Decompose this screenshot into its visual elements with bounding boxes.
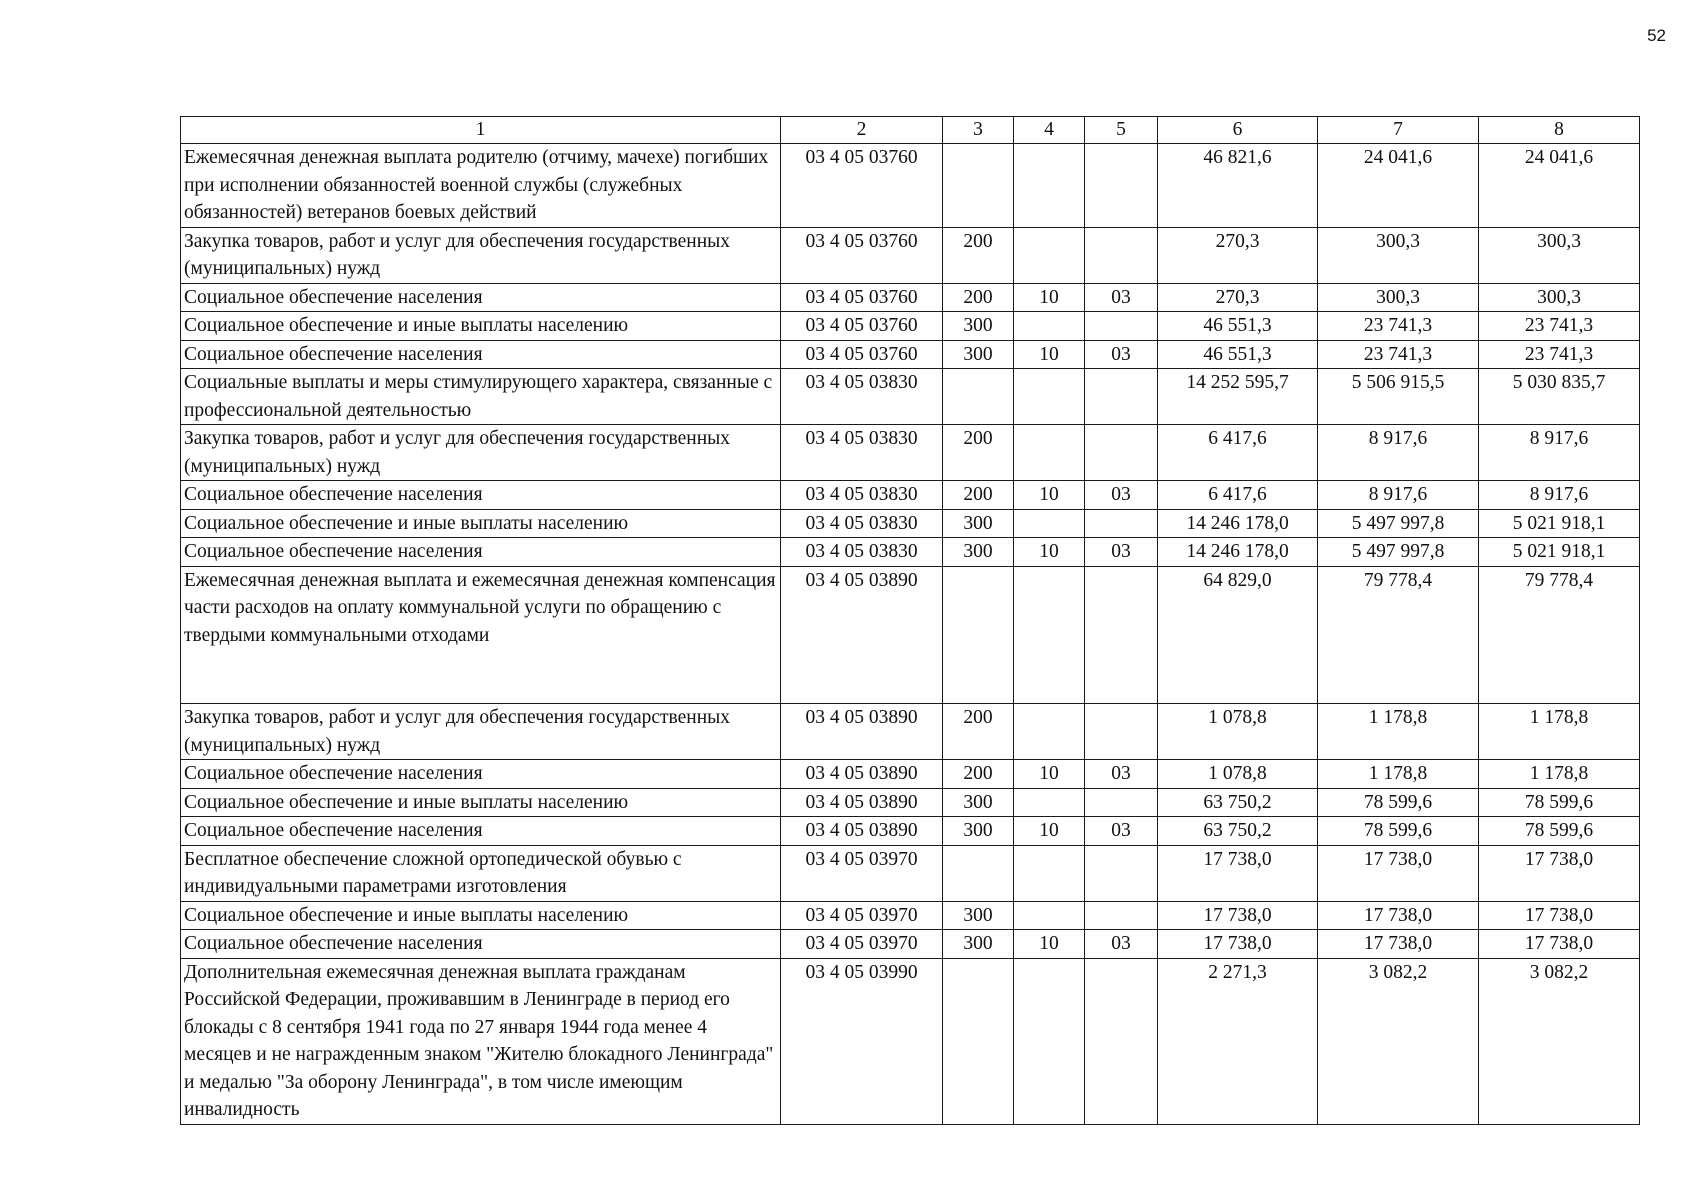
amount-col6-cell: 63 750,2 — [1158, 788, 1318, 817]
amount-col7-cell: 79 778,4 — [1318, 566, 1479, 704]
table-row — [181, 312, 1640, 341]
amount-col8-cell: 79 778,4 — [1479, 566, 1640, 704]
amount-col6-cell: 64 829,0 — [1158, 566, 1318, 704]
subsection-cell — [1085, 227, 1158, 283]
table-body — [181, 117, 1640, 1125]
expense-name-cell: Дополнительная ежемесячная денежная выплата гражданам Российской Федерации, проживавшим в Ленинграде в период его блокады с 8 сентября 1941 года по 27 января 1944 года менее 4 месяцев и не награжденным знаком "Жителю блокадного Ленинграда" и медалью "За оборону Ленинграда", в том числе имеющим инвалидность — [181, 958, 781, 1124]
expense-type-cell: 300 — [943, 930, 1014, 959]
amount-col6-cell: 46 821,6 — [1158, 144, 1318, 228]
target-code-cell: 03 4 05 03970 — [781, 930, 943, 959]
expense-name-cell: Ежемесячная денежная выплата и ежемесячная денежная компенсация части расходов на оплату коммунальной услуги по обращению с твердыми коммунальными отходами — [181, 566, 781, 704]
subsection-cell — [1085, 509, 1158, 538]
amount-col8-cell: 5 021 918,1 — [1479, 538, 1640, 567]
subsection-cell — [1085, 312, 1158, 341]
amount-col6-cell: 6 417,6 — [1158, 481, 1318, 510]
expense-name-cell: Социальное обеспечение и иные выплаты населению — [181, 901, 781, 930]
subsection-cell — [1085, 958, 1158, 1124]
target-code-cell: 03 4 05 03830 — [781, 538, 943, 567]
table-row — [181, 566, 1640, 704]
target-code-cell: 03 4 05 03890 — [781, 817, 943, 846]
target-code-cell: 03 4 05 03890 — [781, 704, 943, 760]
amount-col7-cell: 300,3 — [1318, 227, 1479, 283]
expense-name-cell: Социальное обеспечение населения — [181, 930, 781, 959]
section-cell: 10 — [1014, 817, 1085, 846]
subsection-cell — [1085, 845, 1158, 901]
table-row — [181, 340, 1640, 369]
target-code-cell: 03 4 05 03890 — [781, 788, 943, 817]
amount-col6-cell: 270,3 — [1158, 227, 1318, 283]
amount-col8-cell: 5 030 835,7 — [1479, 369, 1640, 425]
expense-name-cell: Ежемесячная денежная выплата родителю (отчиму, мачехе) погибших при исполнении обязанностей военной службы (служебных обязанностей) ветеранов боевых действий — [181, 144, 781, 228]
amount-col6-cell: 2 271,3 — [1158, 958, 1318, 1124]
table-header-row — [181, 117, 1640, 144]
amount-col8-cell: 1 178,8 — [1479, 760, 1640, 789]
expense-type-cell: 200 — [943, 481, 1014, 510]
target-code-cell: 03 4 05 03760 — [781, 144, 943, 228]
table-row — [181, 760, 1640, 789]
section-cell: 10 — [1014, 340, 1085, 369]
section-cell — [1014, 845, 1085, 901]
table-row — [181, 704, 1640, 760]
expense-name-cell: Социальное обеспечение населения — [181, 340, 781, 369]
amount-col8-cell: 5 021 918,1 — [1479, 509, 1640, 538]
expense-type-cell: 300 — [943, 509, 1014, 538]
expense-type-cell: 300 — [943, 901, 1014, 930]
subsection-cell — [1085, 369, 1158, 425]
target-code-cell: 03 4 05 03830 — [781, 509, 943, 538]
section-cell — [1014, 369, 1085, 425]
expense-type-cell: 200 — [943, 760, 1014, 789]
section-cell: 10 — [1014, 283, 1085, 312]
table-row — [181, 817, 1640, 846]
subsection-cell: 03 — [1085, 481, 1158, 510]
amount-col6-cell: 46 551,3 — [1158, 340, 1318, 369]
amount-col8-cell: 23 741,3 — [1479, 312, 1640, 341]
table-row — [181, 788, 1640, 817]
subsection-cell — [1085, 144, 1158, 228]
target-code-cell: 03 4 05 03970 — [781, 845, 943, 901]
section-cell — [1014, 788, 1085, 817]
subsection-cell — [1085, 425, 1158, 481]
amount-col7-cell: 8 917,6 — [1318, 425, 1479, 481]
budget-table — [180, 116, 1640, 1125]
amount-col7-cell: 3 082,2 — [1318, 958, 1479, 1124]
amount-col6-cell: 17 738,0 — [1158, 901, 1318, 930]
target-code-cell: 03 4 05 03830 — [781, 481, 943, 510]
expense-type-cell: 200 — [943, 283, 1014, 312]
subsection-cell: 03 — [1085, 817, 1158, 846]
amount-col6-cell: 14 246 178,0 — [1158, 509, 1318, 538]
amount-col8-cell: 78 599,6 — [1479, 788, 1640, 817]
amount-col8-cell: 300,3 — [1479, 283, 1640, 312]
expense-name-cell: Социальные выплаты и меры стимулирующего характера, связанные с профессиональной деятельностью — [181, 369, 781, 425]
target-code-cell: 03 4 05 03760 — [781, 312, 943, 341]
table-row — [181, 958, 1640, 1124]
amount-col7-cell: 5 497 997,8 — [1318, 538, 1479, 567]
table-row — [181, 901, 1640, 930]
amount-col8-cell: 8 917,6 — [1479, 425, 1640, 481]
page-number: 52 — [1647, 26, 1666, 45]
expense-name-cell: Закупка товаров, работ и услуг для обеспечения государственных (муниципальных) нужд — [181, 227, 781, 283]
amount-col8-cell: 3 082,2 — [1479, 958, 1640, 1124]
expense-name-cell: Социальное обеспечение населения — [181, 538, 781, 567]
amount-col6-cell: 6 417,6 — [1158, 425, 1318, 481]
section-cell: 10 — [1014, 538, 1085, 567]
expense-name-cell: Социальное обеспечение и иные выплаты населению — [181, 509, 781, 538]
section-cell — [1014, 566, 1085, 704]
amount-col8-cell: 23 741,3 — [1479, 340, 1640, 369]
subsection-cell — [1085, 704, 1158, 760]
amount-col7-cell: 300,3 — [1318, 283, 1479, 312]
amount-col6-cell: 63 750,2 — [1158, 817, 1318, 846]
amount-col7-cell: 1 178,8 — [1318, 760, 1479, 789]
section-cell — [1014, 958, 1085, 1124]
amount-col6-cell: 270,3 — [1158, 283, 1318, 312]
subsection-cell: 03 — [1085, 340, 1158, 369]
target-code-cell: 03 4 05 03830 — [781, 425, 943, 481]
expense-name-cell: Закупка товаров, работ и услуг для обеспечения государственных (муниципальных) нужд — [181, 425, 781, 481]
target-code-cell: 03 4 05 03760 — [781, 227, 943, 283]
expense-type-cell: 300 — [943, 788, 1014, 817]
amount-col8-cell: 24 041,6 — [1479, 144, 1640, 228]
subsection-cell: 03 — [1085, 283, 1158, 312]
expense-type-cell: 300 — [943, 340, 1014, 369]
amount-col6-cell: 14 252 595,7 — [1158, 369, 1318, 425]
expense-type-cell: 200 — [943, 704, 1014, 760]
amount-col6-cell: 46 551,3 — [1158, 312, 1318, 341]
table-row — [181, 538, 1640, 567]
header-cell-8: 8 — [1479, 117, 1640, 144]
section-cell — [1014, 312, 1085, 341]
section-cell: 10 — [1014, 481, 1085, 510]
target-code-cell: 03 4 05 03990 — [781, 958, 943, 1124]
amount-col7-cell: 17 738,0 — [1318, 845, 1479, 901]
expense-name-cell: Бесплатное обеспечение сложной ортопедической обувью с индивидуальными параметрами изготовления — [181, 845, 781, 901]
amount-col8-cell: 17 738,0 — [1479, 930, 1640, 959]
amount-col8-cell: 300,3 — [1479, 227, 1640, 283]
table-row — [181, 425, 1640, 481]
amount-col7-cell: 23 741,3 — [1318, 340, 1479, 369]
header-cell-6: 6 — [1158, 117, 1318, 144]
subsection-cell — [1085, 901, 1158, 930]
amount-col6-cell: 14 246 178,0 — [1158, 538, 1318, 567]
subsection-cell — [1085, 566, 1158, 704]
header-cell-3: 3 — [943, 117, 1014, 144]
amount-col8-cell: 17 738,0 — [1479, 845, 1640, 901]
amount-col7-cell: 23 741,3 — [1318, 312, 1479, 341]
amount-col6-cell: 17 738,0 — [1158, 930, 1318, 959]
expense-type-cell: 300 — [943, 538, 1014, 567]
subsection-cell: 03 — [1085, 538, 1158, 567]
section-cell — [1014, 227, 1085, 283]
target-code-cell: 03 4 05 03830 — [781, 369, 943, 425]
amount-col8-cell: 17 738,0 — [1479, 901, 1640, 930]
table-row — [181, 283, 1640, 312]
expense-type-cell: 200 — [943, 227, 1014, 283]
section-cell — [1014, 704, 1085, 760]
expense-type-cell — [943, 958, 1014, 1124]
section-cell — [1014, 509, 1085, 538]
amount-col7-cell: 78 599,6 — [1318, 788, 1479, 817]
expense-name-cell: Закупка товаров, работ и услуг для обеспечения государственных (муниципальных) нужд — [181, 704, 781, 760]
header-cell-7: 7 — [1318, 117, 1479, 144]
expense-name-cell: Социальное обеспечение населения — [181, 817, 781, 846]
amount-col7-cell: 8 917,6 — [1318, 481, 1479, 510]
amount-col8-cell: 78 599,6 — [1479, 817, 1640, 846]
table-row — [181, 227, 1640, 283]
expense-name-cell: Социальное обеспечение и иные выплаты населению — [181, 312, 781, 341]
target-code-cell: 03 4 05 03970 — [781, 901, 943, 930]
amount-col7-cell: 5 506 915,5 — [1318, 369, 1479, 425]
expense-type-cell — [943, 144, 1014, 228]
section-cell: 10 — [1014, 760, 1085, 789]
expense-type-cell: 300 — [943, 817, 1014, 846]
header-cell-5: 5 — [1085, 117, 1158, 144]
amount-col8-cell: 8 917,6 — [1479, 481, 1640, 510]
target-code-cell: 03 4 05 03890 — [781, 760, 943, 789]
expense-type-cell — [943, 845, 1014, 901]
amount-col6-cell: 17 738,0 — [1158, 845, 1318, 901]
expense-name-cell: Социальное обеспечение населения — [181, 283, 781, 312]
table-row — [181, 845, 1640, 901]
amount-col7-cell: 17 738,0 — [1318, 930, 1479, 959]
subsection-cell: 03 — [1085, 760, 1158, 789]
header-cell-4: 4 — [1014, 117, 1085, 144]
expense-type-cell: 300 — [943, 312, 1014, 341]
expense-name-cell: Социальное обеспечение населения — [181, 481, 781, 510]
amount-col7-cell: 5 497 997,8 — [1318, 509, 1479, 538]
subsection-cell: 03 — [1085, 930, 1158, 959]
target-code-cell: 03 4 05 03760 — [781, 340, 943, 369]
target-code-cell: 03 4 05 03890 — [781, 566, 943, 704]
subsection-cell — [1085, 788, 1158, 817]
amount-col6-cell: 1 078,8 — [1158, 760, 1318, 789]
table-row — [181, 481, 1640, 510]
header-cell-1: 1 — [181, 117, 781, 144]
amount-col7-cell: 24 041,6 — [1318, 144, 1479, 228]
table-row — [181, 369, 1640, 425]
amount-col8-cell: 1 178,8 — [1479, 704, 1640, 760]
section-cell — [1014, 144, 1085, 228]
header-cell-2: 2 — [781, 117, 943, 144]
expense-name-cell: Социальное обеспечение и иные выплаты населению — [181, 788, 781, 817]
table-row — [181, 144, 1640, 228]
expense-type-cell — [943, 369, 1014, 425]
expense-type-cell: 200 — [943, 425, 1014, 481]
section-cell — [1014, 425, 1085, 481]
amount-col6-cell: 1 078,8 — [1158, 704, 1318, 760]
section-cell: 10 — [1014, 930, 1085, 959]
expense-type-cell — [943, 566, 1014, 704]
amount-col7-cell: 17 738,0 — [1318, 901, 1479, 930]
target-code-cell: 03 4 05 03760 — [781, 283, 943, 312]
amount-col7-cell: 78 599,6 — [1318, 817, 1479, 846]
expense-name-cell: Социальное обеспечение населения — [181, 760, 781, 789]
table-row — [181, 930, 1640, 959]
table-row — [181, 509, 1640, 538]
section-cell — [1014, 901, 1085, 930]
amount-col7-cell: 1 178,8 — [1318, 704, 1479, 760]
